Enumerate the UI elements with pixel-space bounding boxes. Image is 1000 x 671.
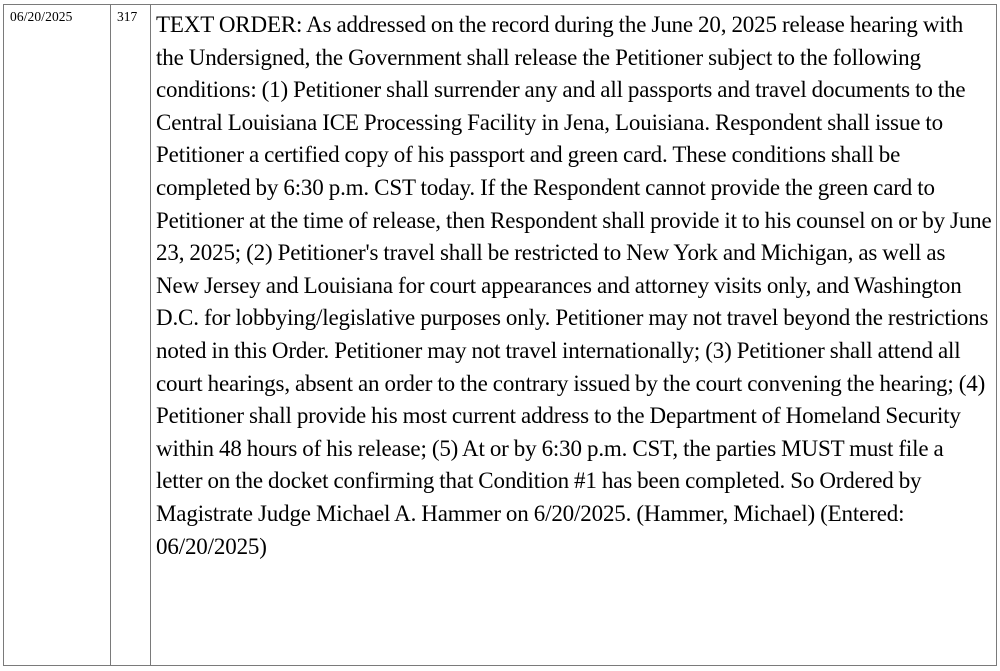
entry-number-cell — [111, 5, 151, 666]
entry-number: 317 — [117, 9, 138, 24]
docket-text-cell — [151, 5, 997, 666]
docket-entry-table — [3, 4, 997, 666]
docket-text: TEXT ORDER: As addressed on the record during the June 20, 2025 release hearing with the Undersigned, the Government shall release the Petitioner subject to the following conditions: (1) Petitioner shall surrender any and all passports and travel documents to the Central Louisiana ICE Processing Facility in Jena, Louisiana. Respondent shall issue to Petitioner a certified copy of his passport and green card. These conditions shall be completed by 6:30 p.m. CST today. If the Respondent cannot provide the green card to Petitioner at the time of release, then Respondent shall provide it to his counsel on or by June 23, 2025; (2) Petitioner's travel shall be restricted to New York and Michigan, as well as New Jersey and Louisiana for court appearances and attorney visits only, and Washington D.C. for lobbying/legislative purposes only. Petitioner may not travel beyond the restrictions noted in this Order. Petitioner may not travel internationally; (3) Petitioner shall attend all court hearings, absent an order to the contrary issued by the court convening the hearing; (4) Petitioner shall provide his most current address to the Department of Homeland Security within 48 hours of his release; (5) At or by 6:30 p.m. CST, the parties MUST must file a letter on the docket confirming that Condition #1 has been completed. So Ordered by Magistrate Judge Michael A. Hammer on 6/20/2025. (Hammer, Michael) (Entered: 06/20/2025) — [156, 12, 992, 559]
date-filed: 06/20/2025 — [10, 9, 73, 24]
date-filed-cell — [4, 5, 111, 666]
docket-entry-row — [4, 5, 997, 666]
